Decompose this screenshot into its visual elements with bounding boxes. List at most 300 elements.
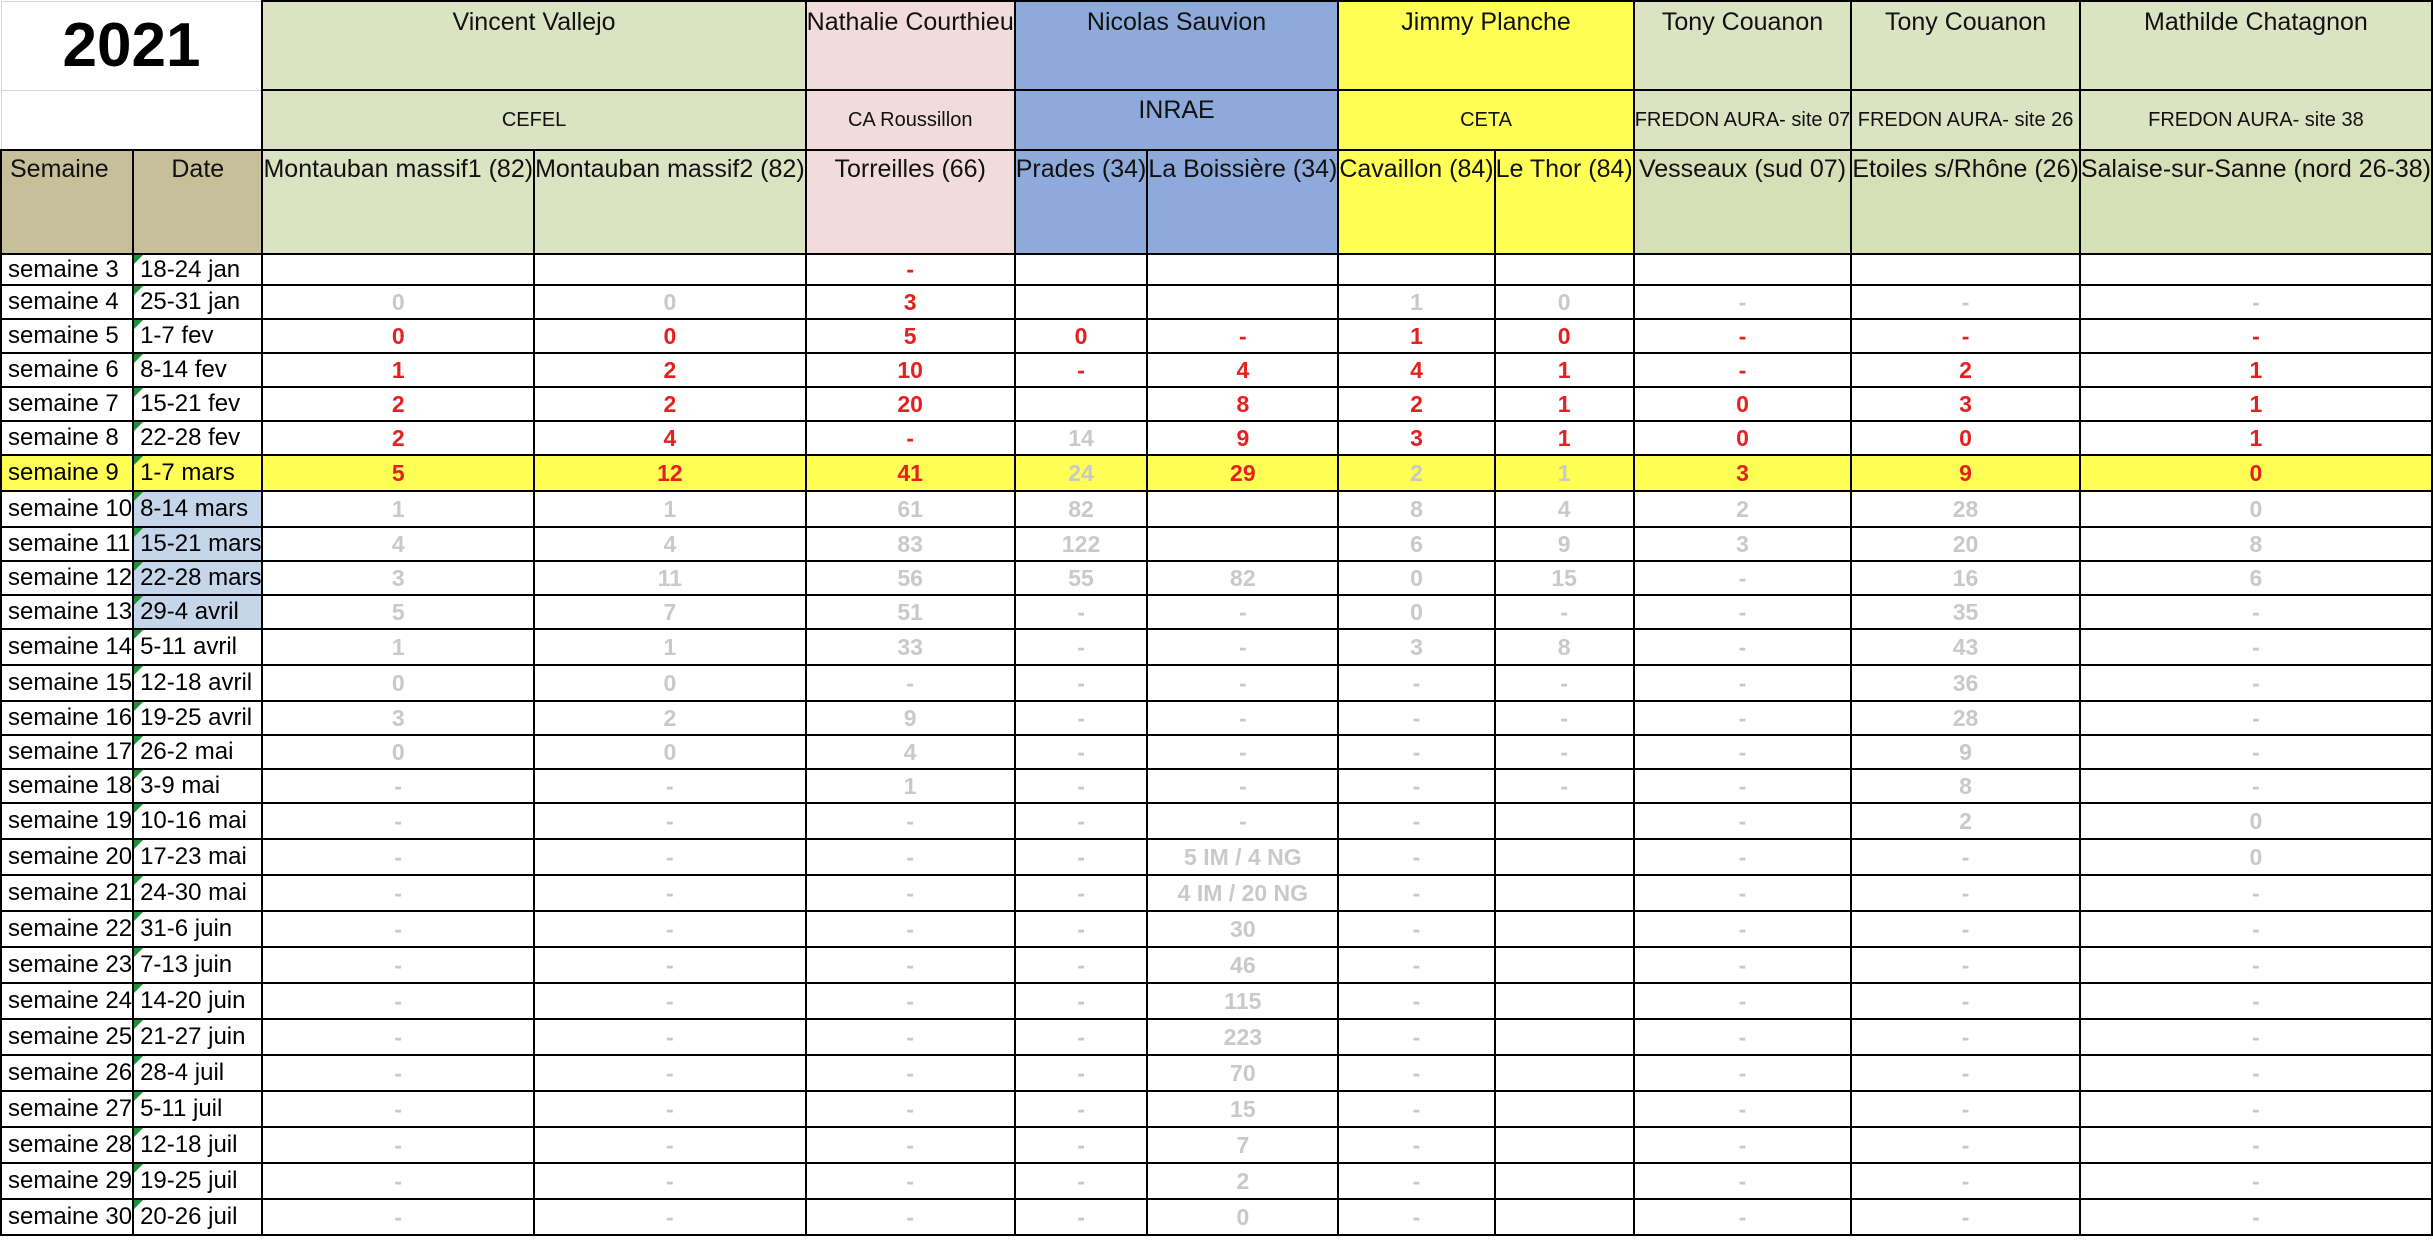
cell-semaine[interactable]: semaine 23	[1, 947, 133, 983]
cell-value[interactable]: 1	[806, 769, 1015, 803]
cell-semaine[interactable]: semaine 28	[1, 1127, 133, 1163]
cell-value[interactable]: -	[2080, 947, 2432, 983]
cell-semaine[interactable]: semaine 26	[1, 1055, 133, 1091]
year-cell[interactable]: 2021	[1, 1, 262, 90]
cell-value[interactable]: 0	[534, 665, 806, 701]
cell-value[interactable]: -	[806, 983, 1015, 1019]
cell-value[interactable]: 8	[1851, 769, 2080, 803]
cell-value[interactable]: 0	[534, 285, 806, 319]
cell-value[interactable]: -	[2080, 911, 2432, 947]
header-org-cefel[interactable]: CEFEL	[262, 90, 805, 150]
cell-date[interactable]	[133, 875, 262, 911]
cell-value[interactable]: -	[534, 983, 806, 1019]
cell-value[interactable]: -	[1147, 319, 1338, 353]
cell-value[interactable]: 15	[1147, 1091, 1338, 1127]
cell-value[interactable]: 1	[534, 491, 806, 527]
cell-value[interactable]: 0	[262, 319, 534, 353]
cell-value[interactable]: 9	[1851, 735, 2080, 769]
cell-value[interactable]: 0	[1634, 387, 1852, 421]
cell-value[interactable]: 36	[1851, 665, 2080, 701]
cell-value[interactable]: -	[1495, 735, 1634, 769]
cell-value[interactable]: 0	[1495, 319, 1634, 353]
cell-value[interactable]: -	[534, 911, 806, 947]
cell-value[interactable]: -	[1147, 701, 1338, 735]
cell-value[interactable]	[1495, 839, 1634, 875]
cell-value[interactable]: -	[262, 839, 534, 875]
cell-value[interactable]: -	[1147, 665, 1338, 701]
cell-value[interactable]: 9	[1147, 421, 1338, 455]
cell-value[interactable]: -	[1495, 595, 1634, 629]
header-site-prades[interactable]: Prades (34)	[1015, 150, 1148, 254]
cell-value[interactable]: -	[2080, 285, 2432, 319]
cell-value[interactable]: 28	[1851, 491, 2080, 527]
header-name-couanon-26[interactable]: Tony Couanon	[1851, 1, 2080, 90]
cell-value[interactable]: -	[2080, 769, 2432, 803]
cell-value[interactable]: -	[1338, 839, 1494, 875]
cell-value[interactable]: 0	[2080, 455, 2432, 491]
cell-value[interactable]: 1	[1338, 319, 1494, 353]
cell-value[interactable]: -	[1015, 701, 1148, 735]
cell-value[interactable]	[1634, 254, 1852, 285]
cell-value[interactable]: 3	[262, 701, 534, 735]
cell-semaine[interactable]: semaine 6	[1, 353, 133, 387]
cell-value[interactable]: -	[806, 1163, 1015, 1199]
cell-date[interactable]	[133, 527, 262, 561]
cell-value[interactable]: 122	[1015, 527, 1148, 561]
cell-value[interactable]: -	[2080, 1163, 2432, 1199]
cell-value[interactable]: -	[1015, 1055, 1148, 1091]
cell-value[interactable]: -	[1015, 1091, 1148, 1127]
cell-value[interactable]: -	[534, 1199, 806, 1235]
cell-value[interactable]: 4	[1147, 353, 1338, 387]
cell-value[interactable]: -	[806, 839, 1015, 875]
cell-value[interactable]: -	[806, 911, 1015, 947]
cell-date[interactable]	[133, 595, 262, 629]
cell-value[interactable]: -	[262, 769, 534, 803]
cell-value[interactable]	[1338, 254, 1494, 285]
cell-value[interactable]: 15	[1495, 561, 1634, 595]
cell-value[interactable]: 43	[1851, 629, 2080, 665]
cell-semaine[interactable]: semaine 11	[1, 527, 133, 561]
cell-value[interactable]: 10	[806, 353, 1015, 387]
cell-value[interactable]: 223	[1147, 1019, 1338, 1055]
cell-value[interactable]: -	[1015, 665, 1148, 701]
cell-value[interactable]: 1	[262, 353, 534, 387]
cell-value[interactable]: 1	[534, 629, 806, 665]
cell-value[interactable]: -	[1634, 839, 1852, 875]
cell-value[interactable]: 1	[2080, 387, 2432, 421]
cell-value[interactable]: -	[1015, 735, 1148, 769]
cell-value[interactable]: -	[1147, 735, 1338, 769]
cell-value[interactable]: 9	[806, 701, 1015, 735]
cell-value[interactable]	[1495, 1055, 1634, 1091]
cell-semaine[interactable]: semaine 17	[1, 735, 133, 769]
cell-semaine[interactable]: semaine 19	[1, 803, 133, 839]
cell-value[interactable]: 3	[1851, 387, 2080, 421]
cell-value[interactable]: 6	[1338, 527, 1494, 561]
cell-value[interactable]: 5	[806, 319, 1015, 353]
cell-value[interactable]	[1495, 254, 1634, 285]
cell-date[interactable]	[133, 1199, 262, 1235]
cell-value[interactable]: 3	[1634, 527, 1852, 561]
cell-value[interactable]: 3	[1338, 421, 1494, 455]
cell-date[interactable]	[133, 1019, 262, 1055]
header-site-salaise[interactable]: Salaise-sur-Sanne (nord 26-38)	[2080, 150, 2432, 254]
cell-value[interactable]: -	[806, 1019, 1015, 1055]
cell-value[interactable]: 0	[262, 735, 534, 769]
cell-value[interactable]: -	[262, 803, 534, 839]
cell-value[interactable]: 8	[1338, 491, 1494, 527]
cell-value[interactable]: 3	[1338, 629, 1494, 665]
cell-date[interactable]	[133, 491, 262, 527]
cell-value[interactable]: 2	[534, 353, 806, 387]
cell-value[interactable]: -	[1338, 665, 1494, 701]
cell-value[interactable]: -	[1015, 1127, 1148, 1163]
cell-semaine[interactable]: semaine 3	[1, 254, 133, 285]
cell-value[interactable]: -	[1015, 629, 1148, 665]
header-name-couanon-07[interactable]: Tony Couanon	[1634, 1, 1852, 90]
cell-value[interactable]: -	[534, 1091, 806, 1127]
cell-value[interactable]: -	[1338, 735, 1494, 769]
cell-value[interactable]: 2	[262, 387, 534, 421]
cell-semaine[interactable]: semaine 27	[1, 1091, 133, 1127]
cell-value[interactable]: -	[1338, 1163, 1494, 1199]
cell-value[interactable]: -	[1634, 769, 1852, 803]
cell-semaine[interactable]: semaine 21	[1, 875, 133, 911]
header-org-fredon-26[interactable]: FREDON AURA- site 26	[1851, 90, 2080, 150]
cell-semaine[interactable]: semaine 12	[1, 561, 133, 595]
cell-value[interactable]: 0	[262, 665, 534, 701]
cell-value[interactable]: -	[1338, 875, 1494, 911]
cell-value[interactable]: -	[1634, 735, 1852, 769]
cell-date[interactable]	[133, 319, 262, 353]
cell-value[interactable]: -	[1338, 947, 1494, 983]
cell-semaine[interactable]: semaine 16	[1, 701, 133, 735]
cell-date[interactable]	[133, 735, 262, 769]
header-org-inrae[interactable]: INRAE	[1015, 90, 1339, 150]
cell-value[interactable]: -	[1338, 803, 1494, 839]
cell-value[interactable]: 2	[1634, 491, 1852, 527]
cell-value[interactable]: 7	[1147, 1127, 1338, 1163]
cell-value[interactable]: 1	[262, 629, 534, 665]
cell-value[interactable]: -	[1015, 803, 1148, 839]
cell-semaine[interactable]: semaine 14	[1, 629, 133, 665]
cell-value[interactable]: -	[1495, 701, 1634, 735]
cell-value[interactable]: 2	[1338, 387, 1494, 421]
header-name-chatagnon[interactable]: Mathilde Chatagnon	[2080, 1, 2432, 90]
cell-value[interactable]	[1495, 1019, 1634, 1055]
cell-value[interactable]: -	[806, 1055, 1015, 1091]
cell-value[interactable]: 5	[262, 595, 534, 629]
cell-value[interactable]: 28	[1851, 701, 2080, 735]
cell-value[interactable]: -	[1634, 911, 1852, 947]
cell-value[interactable]: -	[534, 947, 806, 983]
header-site-vesseaux[interactable]: Vesseaux (sud 07)	[1634, 150, 1852, 254]
cell-value[interactable]: -	[1634, 1127, 1852, 1163]
cell-value[interactable]: 4	[1338, 353, 1494, 387]
cell-value[interactable]	[1495, 1199, 1634, 1235]
cell-value[interactable]: 2	[1147, 1163, 1338, 1199]
cell-value[interactable]	[1495, 1127, 1634, 1163]
cell-value[interactable]: 2	[534, 701, 806, 735]
cell-date[interactable]	[133, 1163, 262, 1199]
cell-value[interactable]: -	[262, 1055, 534, 1091]
cell-date[interactable]	[133, 1091, 262, 1127]
cell-value[interactable]: -	[1015, 839, 1148, 875]
cell-value[interactable]: -	[1338, 1091, 1494, 1127]
cell-value[interactable]: 0	[1338, 595, 1494, 629]
cell-value[interactable]: -	[2080, 701, 2432, 735]
cell-value[interactable]: 3	[1634, 455, 1852, 491]
cell-value[interactable]: 3	[806, 285, 1015, 319]
cell-value[interactable]	[1147, 285, 1338, 319]
cell-date[interactable]	[133, 803, 262, 839]
cell-value[interactable]: -	[262, 875, 534, 911]
cell-value[interactable]: -	[262, 1127, 534, 1163]
cell-value[interactable]: -	[262, 1199, 534, 1235]
cell-date[interactable]	[133, 983, 262, 1019]
cell-value[interactable]: -	[1338, 1199, 1494, 1235]
cell-value[interactable]	[2080, 254, 2432, 285]
cell-date[interactable]	[133, 911, 262, 947]
cell-value[interactable]	[1495, 1163, 1634, 1199]
cell-value[interactable]: 24	[1015, 455, 1148, 491]
cell-value[interactable]: -	[1338, 1019, 1494, 1055]
cell-value[interactable]: -	[1634, 285, 1852, 319]
cell-date[interactable]	[133, 387, 262, 421]
cell-value[interactable]: -	[1851, 947, 2080, 983]
cell-value[interactable]: 0	[1338, 561, 1494, 595]
cell-date[interactable]	[133, 421, 262, 455]
cell-value[interactable]: 1	[1495, 421, 1634, 455]
cell-semaine[interactable]: semaine 22	[1, 911, 133, 947]
cell-value[interactable]	[1495, 911, 1634, 947]
header-site-etoiles[interactable]: Etoiles s/Rhône (26)	[1851, 150, 2080, 254]
cell-semaine[interactable]: semaine 15	[1, 665, 133, 701]
cell-value[interactable]: -	[1015, 769, 1148, 803]
cell-date[interactable]	[133, 1127, 262, 1163]
cell-value[interactable]: 1	[1495, 353, 1634, 387]
cell-value[interactable]: -	[1015, 983, 1148, 1019]
cell-value[interactable]: 9	[1851, 455, 2080, 491]
cell-value[interactable]: -	[1634, 665, 1852, 701]
cell-value[interactable]: -	[1338, 983, 1494, 1019]
header-name-sauvion[interactable]: Nicolas Sauvion	[1015, 1, 1339, 90]
cell-date[interactable]	[133, 701, 262, 735]
cell-value[interactable]: -	[1851, 1019, 2080, 1055]
cell-value[interactable]: -	[1851, 1199, 2080, 1235]
cell-value[interactable]	[262, 254, 534, 285]
cell-value[interactable]	[1495, 803, 1634, 839]
cell-semaine[interactable]: semaine 18	[1, 769, 133, 803]
cell-value[interactable]: 16	[1851, 561, 2080, 595]
cell-date[interactable]	[133, 629, 262, 665]
cell-value[interactable]: -	[1015, 353, 1148, 387]
cell-value[interactable]	[1015, 285, 1148, 319]
cell-date[interactable]	[133, 839, 262, 875]
cell-value[interactable]: 0	[1495, 285, 1634, 319]
cell-value[interactable]: -	[1851, 839, 2080, 875]
cell-value[interactable]: -	[1851, 285, 2080, 319]
cell-semaine[interactable]: semaine 25	[1, 1019, 133, 1055]
cell-value[interactable]	[1495, 1091, 1634, 1127]
cell-value[interactable]: 35	[1851, 595, 2080, 629]
header-org-ca-roussillon[interactable]: CA Roussillon	[806, 90, 1015, 150]
cell-value[interactable]: -	[1147, 629, 1338, 665]
cell-value[interactable]: 14	[1015, 421, 1148, 455]
cell-value[interactable]: -	[1015, 1199, 1148, 1235]
cell-value[interactable]: 83	[806, 527, 1015, 561]
cell-value[interactable]: -	[1851, 911, 2080, 947]
header-site-la-boissiere[interactable]: La Boissière (34)	[1147, 150, 1338, 254]
cell-value[interactable]: 20	[806, 387, 1015, 421]
header-name-courthieu[interactable]: Nathalie Courthieu	[806, 1, 1015, 90]
cell-value[interactable]: -	[1338, 1055, 1494, 1091]
cell-semaine[interactable]: semaine 8	[1, 421, 133, 455]
cell-value[interactable]: -	[2080, 1091, 2432, 1127]
cell-value[interactable]: -	[2080, 983, 2432, 1019]
cell-date[interactable]	[133, 769, 262, 803]
blank-cell[interactable]	[1, 90, 262, 150]
cell-value[interactable]: 2	[262, 421, 534, 455]
cell-value[interactable]: -	[1338, 1127, 1494, 1163]
cell-value[interactable]	[1147, 527, 1338, 561]
cell-value[interactable]: 20	[1851, 527, 2080, 561]
cell-value[interactable]: -	[1634, 1091, 1852, 1127]
cell-value[interactable]: 0	[534, 319, 806, 353]
cell-date[interactable]	[133, 665, 262, 701]
cell-value[interactable]: -	[1634, 1163, 1852, 1199]
cell-semaine[interactable]: semaine 4	[1, 285, 133, 319]
cell-value[interactable]: -	[1015, 1163, 1148, 1199]
cell-semaine[interactable]: semaine 9	[1, 455, 133, 491]
cell-value[interactable]: 0	[1851, 421, 2080, 455]
cell-value[interactable]: -	[1634, 319, 1852, 353]
cell-value[interactable]	[1147, 491, 1338, 527]
cell-date[interactable]	[133, 285, 262, 319]
cell-value[interactable]: -	[1338, 701, 1494, 735]
cell-value[interactable]: 1	[2080, 353, 2432, 387]
cell-value[interactable]	[1147, 254, 1338, 285]
header-org-fredon-38[interactable]: FREDON AURA- site 38	[2080, 90, 2432, 150]
cell-value[interactable]: 2	[1851, 803, 2080, 839]
cell-value[interactable]: -	[1634, 1019, 1852, 1055]
cell-value[interactable]: 56	[806, 561, 1015, 595]
cell-value[interactable]: 0	[534, 735, 806, 769]
header-org-fredon-07[interactable]: FREDON AURA- site 07	[1634, 90, 1852, 150]
cell-value[interactable]: 4	[806, 735, 1015, 769]
cell-value[interactable]: 5	[262, 455, 534, 491]
cell-value[interactable]: 9	[1495, 527, 1634, 561]
cell-value[interactable]	[1495, 983, 1634, 1019]
cell-value[interactable]: -	[1015, 947, 1148, 983]
cell-value[interactable]: 4	[534, 421, 806, 455]
cell-value[interactable]: -	[262, 947, 534, 983]
cell-value[interactable]: 1	[1338, 285, 1494, 319]
cell-value[interactable]: 4	[534, 527, 806, 561]
cell-value[interactable]: -	[1634, 875, 1852, 911]
cell-value[interactable]: -	[2080, 1055, 2432, 1091]
cell-value[interactable]: -	[534, 1055, 806, 1091]
cell-value[interactable]: -	[1634, 701, 1852, 735]
header-semaine[interactable]: Semaine	[1, 150, 133, 254]
cell-value[interactable]: -	[1634, 1055, 1852, 1091]
header-site-le-thor[interactable]: Le Thor (84)	[1495, 150, 1634, 254]
header-name-vallejo[interactable]: Vincent Vallejo	[262, 1, 805, 90]
cell-value[interactable]: -	[806, 1127, 1015, 1163]
cell-value[interactable]: -	[1495, 769, 1634, 803]
header-site-montauban-1[interactable]: Montauban massif1 (82)	[262, 150, 534, 254]
cell-value[interactable]: -	[2080, 629, 2432, 665]
cell-value[interactable]: 1	[1495, 455, 1634, 491]
cell-value[interactable]: -	[1015, 595, 1148, 629]
cell-value[interactable]: -	[1634, 803, 1852, 839]
header-org-ceta[interactable]: CETA	[1338, 90, 1633, 150]
cell-value[interactable]: -	[1851, 875, 2080, 911]
cell-value[interactable]: 55	[1015, 561, 1148, 595]
cell-semaine[interactable]: semaine 24	[1, 983, 133, 1019]
cell-value[interactable]: 0	[2080, 839, 2432, 875]
cell-value[interactable]: 0	[2080, 491, 2432, 527]
cell-value[interactable]: -	[2080, 319, 2432, 353]
cell-semaine[interactable]: semaine 29	[1, 1163, 133, 1199]
cell-value[interactable]: -	[1851, 319, 2080, 353]
cell-value[interactable]: -	[1015, 911, 1148, 947]
cell-semaine[interactable]: semaine 30	[1, 1199, 133, 1235]
cell-date[interactable]	[133, 561, 262, 595]
cell-value[interactable]: 8	[1495, 629, 1634, 665]
cell-value[interactable]: 1	[1495, 387, 1634, 421]
cell-date[interactable]	[133, 353, 262, 387]
cell-value[interactable]: 2	[1338, 455, 1494, 491]
cell-value[interactable]: -	[806, 421, 1015, 455]
cell-value[interactable]: 3	[262, 561, 534, 595]
cell-value[interactable]: -	[2080, 735, 2432, 769]
cell-value[interactable]: 51	[806, 595, 1015, 629]
cell-value[interactable]: -	[806, 947, 1015, 983]
cell-value[interactable]: -	[534, 803, 806, 839]
cell-value[interactable]: -	[2080, 1019, 2432, 1055]
cell-value[interactable]: -	[1851, 1163, 2080, 1199]
header-date[interactable]: Date	[133, 150, 262, 254]
header-site-cavaillon[interactable]: Cavaillon (84)	[1338, 150, 1494, 254]
cell-value[interactable]: -	[534, 875, 806, 911]
cell-value[interactable]: -	[1338, 911, 1494, 947]
cell-value[interactable]: -	[262, 1019, 534, 1055]
cell-value[interactable]: 70	[1147, 1055, 1338, 1091]
header-site-montauban-2[interactable]: Montauban massif2 (82)	[534, 150, 806, 254]
header-name-planche[interactable]: Jimmy Planche	[1338, 1, 1633, 90]
cell-value[interactable]: 4	[262, 527, 534, 561]
cell-value[interactable]: -	[1634, 595, 1852, 629]
cell-value[interactable]: 33	[806, 629, 1015, 665]
cell-value[interactable]: -	[1147, 769, 1338, 803]
cell-value[interactable]: 1	[2080, 421, 2432, 455]
cell-value[interactable]: -	[1634, 1199, 1852, 1235]
cell-value[interactable]: 4	[1495, 491, 1634, 527]
cell-value[interactable]: -	[1851, 983, 2080, 1019]
cell-date[interactable]	[133, 947, 262, 983]
cell-value[interactable]: -	[1851, 1055, 2080, 1091]
header-site-torreilles[interactable]: Torreilles (66)	[806, 150, 1015, 254]
cell-value[interactable]: 46	[1147, 947, 1338, 983]
cell-value[interactable]: 115	[1147, 983, 1338, 1019]
cell-value[interactable]: -	[262, 1091, 534, 1127]
cell-value[interactable]: -	[806, 803, 1015, 839]
cell-value[interactable]: -	[2080, 665, 2432, 701]
cell-value[interactable]: 41	[806, 455, 1015, 491]
cell-semaine[interactable]: semaine 13	[1, 595, 133, 629]
